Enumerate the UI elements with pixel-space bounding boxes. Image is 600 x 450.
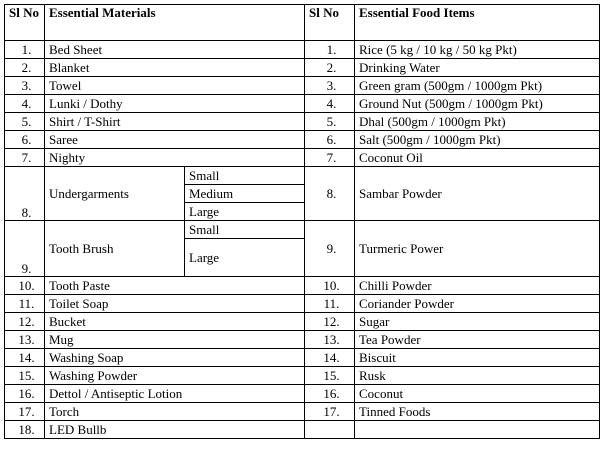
food-header: Essential Food Items [355,5,600,41]
table-row [5,385,600,403]
material-name: LED Bullb [45,421,305,439]
material-name: Lunki / Dothy [45,95,305,113]
table-row [5,421,600,439]
material-number: 12. [5,313,45,331]
size-option: Large [185,239,305,277]
table-row [5,41,600,59]
food-name: Tea Powder [355,331,600,349]
material-number: 2. [5,59,45,77]
table-row [5,131,600,149]
material-number: 8. [5,167,45,221]
food-name: Coconut [355,385,600,403]
material-name: Tooth Brush [45,221,185,277]
material-number: 1. [5,41,45,59]
food-number: 13. [305,331,355,349]
material-name: Toilet Soap [45,295,305,313]
size-option: Medium [185,185,305,203]
food-name: Turmeric Power [355,221,600,277]
material-number: 11. [5,295,45,313]
table-row [5,367,600,385]
material-name: Blanket [45,59,305,77]
essentials-table [4,4,600,439]
food-name: Rusk [355,367,600,385]
food-name: Coconut Oil [355,149,600,167]
material-number: 9. [5,221,45,277]
material-name: Undergarments [45,167,185,221]
food-number: 16. [305,385,355,403]
sl-no-header-right: Sl No [305,5,355,41]
food-name-empty [355,421,600,439]
food-number: 6. [305,131,355,149]
food-number: 11. [305,295,355,313]
food-name: Tinned Foods [355,403,600,421]
food-name: Coriander Powder [355,295,600,313]
material-name: Torch [45,403,305,421]
material-number: 4. [5,95,45,113]
materials-header: Essential Materials [45,5,305,41]
food-number: 15. [305,367,355,385]
table-row [5,221,600,239]
food-number: 17. [305,403,355,421]
material-number: 3. [5,77,45,95]
food-number: 5. [305,113,355,131]
material-number: 7. [5,149,45,167]
food-number: 1. [305,41,355,59]
food-number: 4. [305,95,355,113]
size-option: Small [185,167,305,185]
table-row [5,59,600,77]
sl-no-header-left: Sl No [5,5,45,41]
food-name: Chilli Powder [355,277,600,295]
size-option: Large [185,203,305,221]
material-name: Dettol / Antiseptic Lotion [45,385,305,403]
food-name: Biscuit [355,349,600,367]
material-number: 18. [5,421,45,439]
table-row [5,113,600,131]
food-number: 3. [305,77,355,95]
material-name: Bucket [45,313,305,331]
table-row [5,331,600,349]
food-number: 7. [305,149,355,167]
table-row [5,167,600,185]
table-row [5,313,600,331]
food-number: 2. [305,59,355,77]
material-name: Tooth Paste [45,277,305,295]
material-number: 13. [5,331,45,349]
table-row [5,149,600,167]
food-name: Sambar Powder [355,167,600,221]
food-name: Drinking Water [355,59,600,77]
table-row [5,349,600,367]
material-number: 10. [5,277,45,295]
food-name: Dhal (500gm / 1000gm Pkt) [355,113,600,131]
material-number: 14. [5,349,45,367]
food-name: Sugar [355,313,600,331]
food-number: 12. [305,313,355,331]
food-number-empty [305,421,355,439]
food-number: 8. [305,167,355,221]
material-name: Nighty [45,149,305,167]
table-row [5,403,600,421]
food-name: Green gram (500gm / 1000gm Pkt) [355,77,600,95]
table-row [5,295,600,313]
material-name: Washing Soap [45,349,305,367]
material-name: Saree [45,131,305,149]
size-option: Small [185,221,305,239]
food-name: Rice (5 kg / 10 kg / 50 kg Pkt) [355,41,600,59]
food-name: Ground Nut (500gm / 1000gm Pkt) [355,95,600,113]
material-name: Mug [45,331,305,349]
material-name: Towel [45,77,305,95]
table-row [5,95,600,113]
table-row [5,277,600,295]
material-number: 17. [5,403,45,421]
food-number: 9. [305,221,355,277]
material-number: 6. [5,131,45,149]
material-name: Shirt / T-Shirt [45,113,305,131]
header-row [5,5,600,41]
material-number: 15. [5,367,45,385]
material-name: Washing Powder [45,367,305,385]
material-name: Bed Sheet [45,41,305,59]
material-number: 5. [5,113,45,131]
food-name: Salt (500gm / 1000gm Pkt) [355,131,600,149]
material-number: 16. [5,385,45,403]
food-number: 10. [305,277,355,295]
food-number: 14. [305,349,355,367]
table-row [5,77,600,95]
